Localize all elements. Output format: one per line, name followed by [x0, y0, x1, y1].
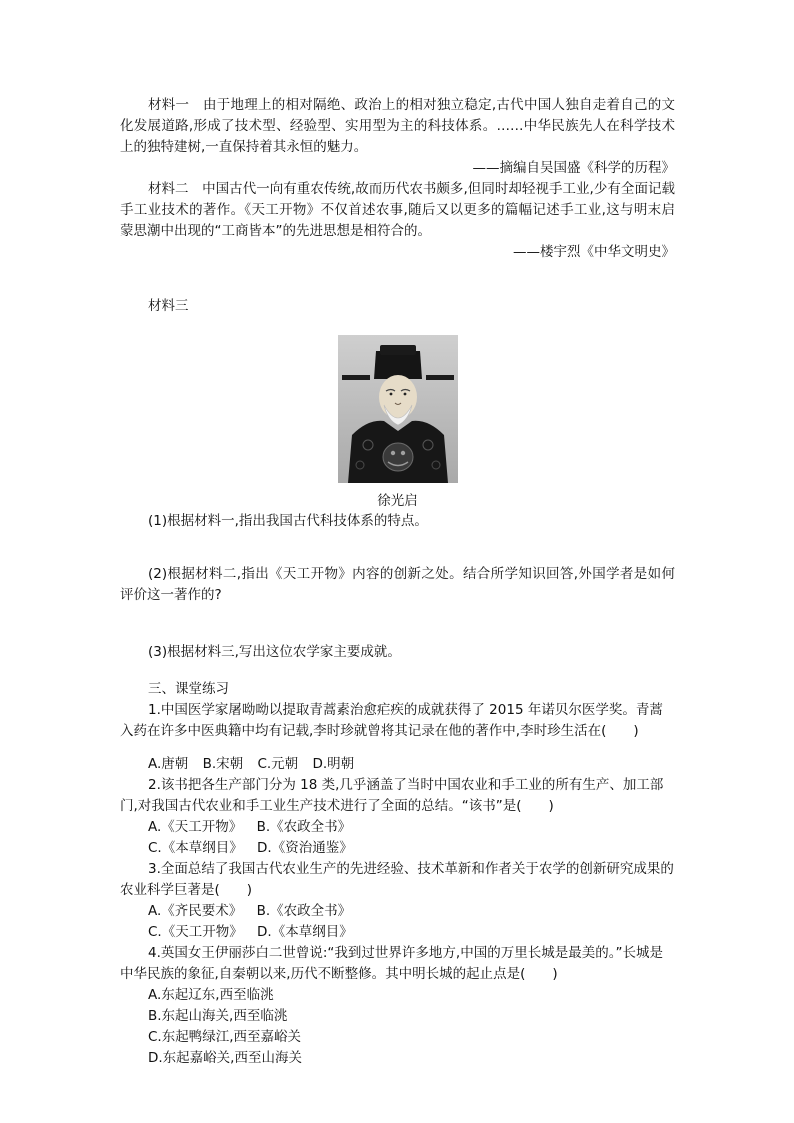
material-2-source: ——楼宇烈《中华文明史》 [513, 244, 675, 260]
option-c[interactable]: C.《天工开物》 [148, 924, 243, 940]
question-3: (3)根据材料三,写出这位农学家主要成就。 [148, 644, 401, 660]
practice-question-2 [120, 775, 675, 859]
option-b[interactable]: B.东起山海关,西至临洮 [148, 1008, 288, 1024]
material-1-source: ——摘编自吴国盛《科学的历程》 [472, 160, 675, 176]
options-row [120, 754, 675, 775]
option-c[interactable]: C.《本草纲目》 [148, 840, 243, 856]
portrait-caption: 徐光启 [377, 493, 418, 509]
option-b[interactable]: B.宋朝 [202, 756, 244, 772]
practice-question-3 [120, 859, 675, 943]
option-d[interactable]: D.《本草纲目》 [257, 924, 353, 940]
portrait-figure [120, 335, 675, 511]
practice-question-1 [120, 700, 675, 775]
option-b[interactable]: B.《农政全书》 [256, 903, 352, 919]
portrait-image [338, 335, 458, 483]
option-d[interactable]: D.《资治通鉴》 [257, 840, 353, 856]
option-a[interactable]: A.东起辽东,西至临洮 [148, 987, 274, 1003]
question-stem: 1.中国医学家屠呦呦以提取青蒿素治愈疟疾的成就获得了 2015 年诺贝尔医学奖。青蒿入药在许多中医典籍中均有记载,李时珍就曾将其记录在他的著作中,李时珍生活在( ) [120, 702, 663, 739]
option-c[interactable]: C.元朝 [257, 756, 299, 772]
options-row [120, 901, 675, 922]
question-2: (2)根据材料二,指出《天工开物》内容的创新之处。结合所学知识回答,外国学者是如何评价这一著作的? [120, 566, 675, 603]
practice-question-4 [120, 943, 675, 1069]
option-d[interactable]: D.东起嘉峪关,西至山海关 [148, 1050, 302, 1066]
question-1: (1)根据材料一,指出我国古代科技体系的特点。 [148, 513, 428, 529]
option-d[interactable]: D.明朝 [312, 756, 355, 772]
section-title: 三、课堂练习 [148, 681, 229, 697]
question-stem: 2.该书把各生产部门分为 18 类,几乎涵盖了当时中国农业和手工业的所有生产、加工部门,对我国古代农业和手工业生产技术进行了全面的总结。“该书”是( ) [120, 777, 664, 814]
option-c[interactable]: C.东起鸭绿江,西至嘉峪关 [148, 1029, 302, 1045]
material-3-label: 材料三 [148, 298, 189, 314]
options-row [120, 922, 675, 943]
options-row [120, 817, 675, 838]
options-row [120, 838, 675, 859]
option-a[interactable]: A.《天工开物》 [148, 819, 243, 835]
option-a[interactable]: A.唐朝 [148, 756, 189, 772]
material-1-text: 材料一 由于地理上的相对隔绝、政治上的相对独立稳定,古代中国人独自走着自己的文化发展道路,形成了技术型、经验型、实用型为主的科技体系。……中华民族先人在科学技术上的独特建树,一直保持着其永恒的魅力。 [120, 97, 675, 155]
option-a[interactable]: A.《齐民要术》 [148, 903, 243, 919]
material-2-text: 材料二 中国古代一向有重农传统,故而历代农书颇多,但同时却轻视手工业,少有全面记载手工业技术的著作。《天工开物》不仅首述农事,随后又以更多的篇幅记述手工业,这与明末启蒙思潮中出现的“工商皆本”的先进思想是相符合的。 [120, 181, 675, 239]
document-page [120, 95, 675, 1069]
option-b[interactable]: B.《农政全书》 [256, 819, 352, 835]
question-stem: 4.英国女王伊丽莎白二世曾说:“我到过世界许多地方,中国的万里长城是最美的。”长城是中华民族的象征,自秦朝以来,历代不断整修。其中明长城的起止点是( ) [120, 945, 663, 982]
question-stem: 3.全面总结了我国古代农业生产的先进经验、技术革新和作者关于农学的创新研究成果的农业科学巨著是( ) [120, 861, 674, 898]
